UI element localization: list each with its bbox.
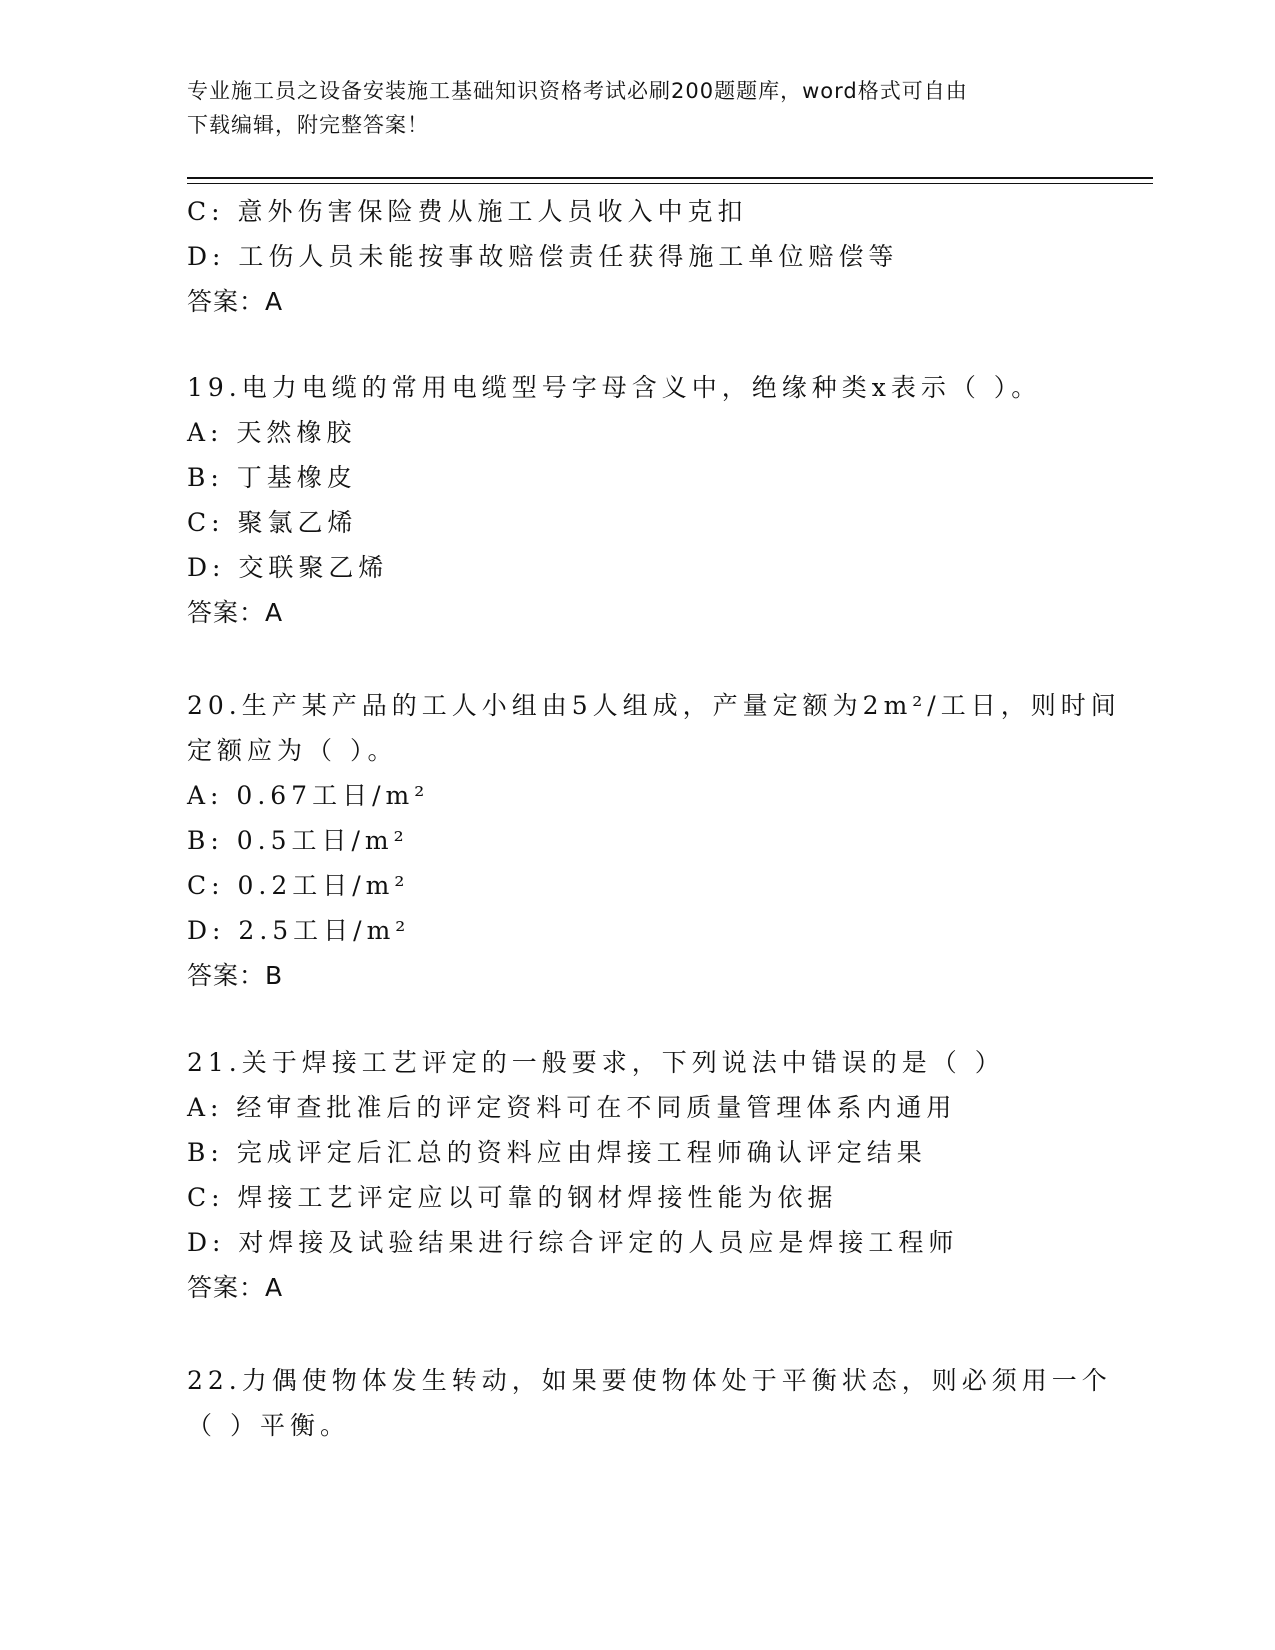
answer-text: 答案：B [187, 961, 284, 990]
question-19 [187, 365, 1087, 635]
answer-text: 答案：A [187, 598, 284, 627]
question-stem-line-1: 20.生产某产品的工人小组由5人组成，产量定额为2m²/工日，则时间 [187, 691, 1121, 720]
option-c: C: 意外伤害保险费从施工人员收入中克扣 [187, 197, 748, 226]
option-c: C: 焊接工艺评定应以可靠的钢材焊接性能为依据 [187, 1183, 838, 1212]
option-a: A: 0.67工日/m² [187, 781, 430, 810]
option-b: B: 丁基橡皮 [187, 463, 357, 492]
option-c: C: 聚氯乙烯 [187, 508, 358, 537]
question-22 [187, 1358, 1112, 1448]
header-line-2: 下载编辑，附完整答案！ [187, 113, 429, 137]
option-a: A: 天然橡胶 [187, 418, 357, 447]
option-d: D: 工伤人员未能按事故赔偿责任获得施工单位赔偿等 [187, 242, 899, 271]
question-stem-line-2: （ ）平衡。 [187, 1411, 350, 1440]
question-stem: 19.电力电缆的常用电缆型号字母含义中，绝缘种类x表示（ ）。 [187, 373, 1042, 402]
question-stem-line-2: 定额应为（ ）。 [187, 736, 398, 765]
option-c: C: 0.2工日/m² [187, 871, 410, 900]
question-18-tail [187, 189, 1087, 324]
question-21 [187, 1040, 1087, 1310]
question-20 [187, 683, 1121, 998]
option-d: D: 2.5工日/m² [187, 916, 411, 945]
answer-text: 答案：A [187, 1273, 284, 1302]
header-rule-thick [187, 177, 1153, 179]
header-line-1: 专业施工员之设备安装施工基础知识资格考试必刷200题题库，word格式可自由 [187, 79, 968, 103]
option-b: B: 完成评定后汇总的资料应由焊接工程师确认评定结果 [187, 1138, 927, 1167]
option-b: B: 0.5工日/m² [187, 826, 409, 855]
header-rule-thin [187, 183, 1153, 184]
answer-text: 答案：A [187, 287, 284, 316]
option-a: A: 经审查批准后的评定资料可在不同质量管理体系内通用 [187, 1093, 957, 1122]
document-header [187, 74, 1087, 142]
option-d: D: 交联聚乙烯 [187, 553, 389, 582]
option-d: D: 对焊接及试验结果进行综合评定的人员应是焊接工程师 [187, 1228, 959, 1257]
question-stem: 21.关于焊接工艺评定的一般要求，下列说法中错误的是（ ） [187, 1048, 1005, 1077]
question-stem-line-1: 22.力偶使物体发生转动，如果要使物体处于平衡状态，则必须用一个 [187, 1366, 1112, 1395]
